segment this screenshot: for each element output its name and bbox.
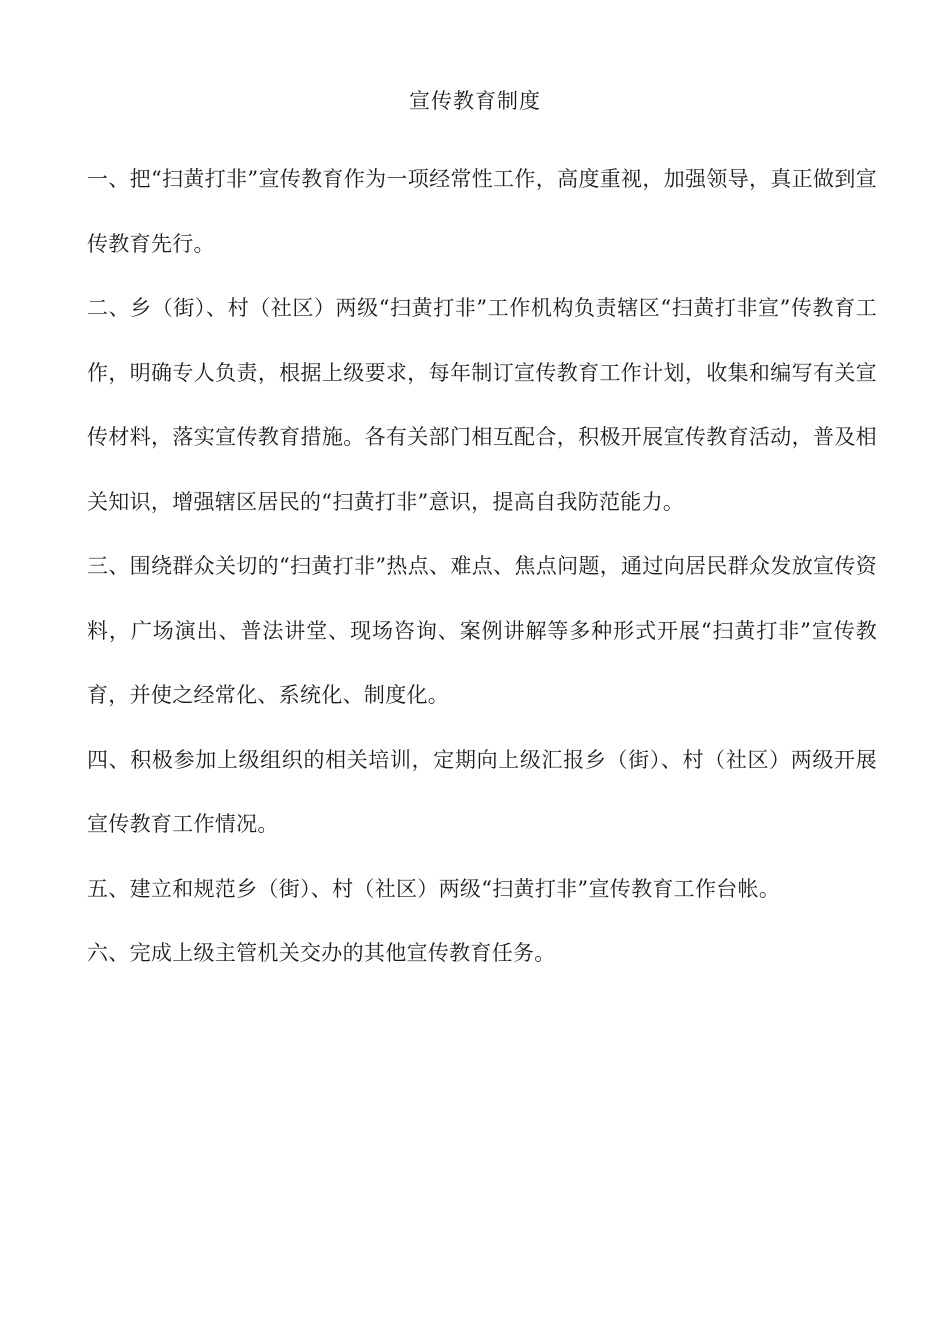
paragraph-5: 五、建立和规范乡（街）、村（社区）两级“扫黄打非”宣传教育工作台帐。 — [87, 876, 781, 901]
paragraph-6: 六、完成上级主管机关交办的其他宣传教育任务。 — [87, 941, 556, 965]
paragraph-4: 四、积极参加上级组织的相关培训，定期向上级汇报乡（街）、村（社区）两级开展宣传教育工作情况。 — [87, 747, 877, 836]
paragraph-3: 三、围绕群众关切的“扫黄打非”热点、难点、焦点问题，通过向居民群众发放宣传资料，广场演出、普法讲堂、现场咨询、案例讲解等多种形式开展“扫黄打非”宣传教育，并使之经常化、系统化、制度化。 — [87, 554, 877, 707]
document-body — [87, 147, 877, 986]
paragraph-1: 一、把“扫黄打非”宣传教育作为一项经常性工作，高度重视，加强领导，真正做到宣传教育先行。 — [87, 167, 877, 256]
document-title: 宣传教育制度 — [409, 89, 541, 113]
paragraph-2: 二、乡（街）、村（社区）两级“扫黄打非”工作机构负责辖区“扫黄打非宣”传教育工作，明确专人负责，根据上级要求，每年制订宣传教育工作计划，收集和编写有关宣传材料，落实宣传教育措施。各有关部门相互配合，积极开展宣传教育活动，普及相关知识，增强辖区居民的“扫黄打非”意识，提高自我防范能力。 — [87, 296, 877, 514]
